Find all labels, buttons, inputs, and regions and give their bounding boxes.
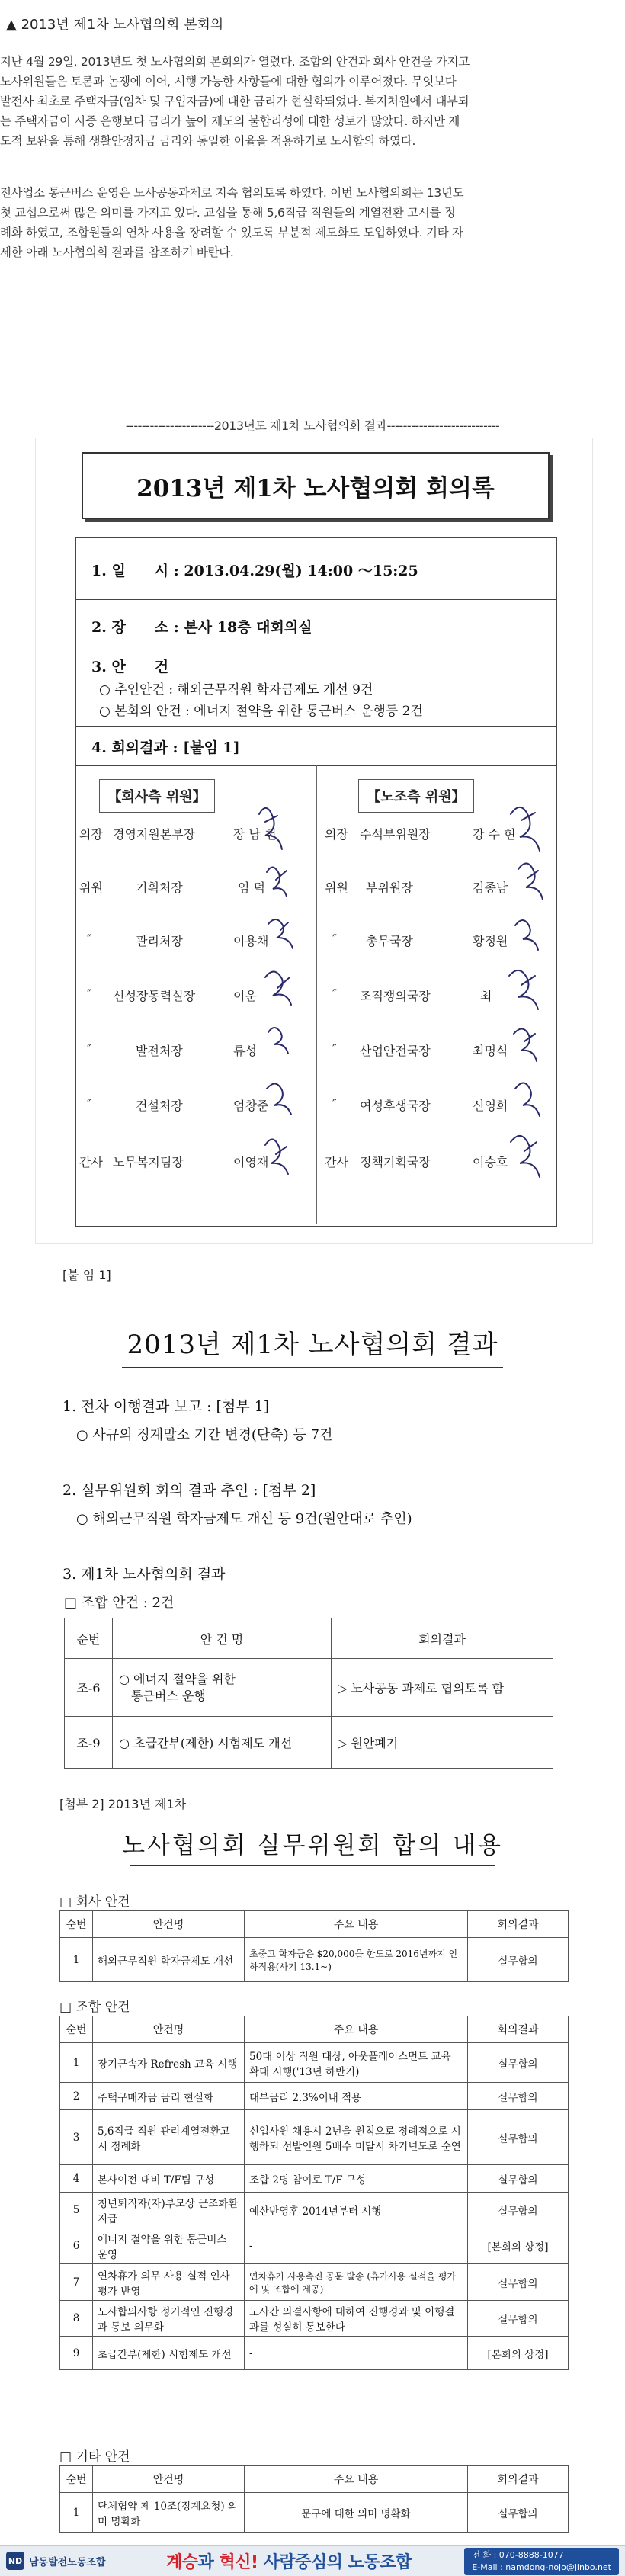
table-cell: 조-6 — [65, 1659, 113, 1717]
table-row — [60, 2193, 569, 2228]
member-title: 총무국장 — [366, 934, 413, 948]
minutes-place: 2. 장 소 : 본사 18층 대회의실 — [91, 619, 312, 636]
member-title: 경영지원본부장 — [113, 827, 196, 842]
member-role: 의장 — [79, 827, 103, 842]
table-cell: 실무합의 — [468, 2264, 569, 2301]
member-name: 이운 — [233, 989, 257, 1003]
table-header-row — [60, 1911, 569, 1938]
table-cell: 초중고 학자금은 $20,000을 한도로 2016년까지 인하적용(사기 13.1~) — [245, 1938, 468, 1982]
union-agenda-table — [59, 2016, 569, 2370]
table-header: 순번 — [60, 2016, 93, 2043]
table-row — [60, 2043, 569, 2083]
table-cell: 연차휴가 사용촉진 공문 발송 (휴가사용 실적을 평가에 및 조합에 제공) — [245, 2264, 468, 2301]
table-cell: 실무합의 — [468, 2493, 569, 2533]
member-name: 황정원 — [473, 934, 508, 948]
table-cell: 7 — [60, 2264, 93, 2301]
handwritten-signatures — [76, 765, 556, 1224]
table-cell: 실무합의 — [468, 2043, 569, 2083]
member-role: ″ — [87, 932, 91, 946]
minutes-date-row — [76, 538, 556, 600]
contact-email[interactable]: E-Mail : namdong-nojo@jinbo.net — [472, 2562, 611, 2572]
table-cell: 실무합의 — [468, 2110, 569, 2165]
table-row — [65, 1659, 553, 1717]
signature-section — [76, 765, 556, 1224]
minutes-agenda-item: ○ 추인안건 : 해외근무직원 학자금제도 개선 9건 — [99, 682, 373, 698]
table-header: 안건명 — [93, 2016, 245, 2043]
member-name: 엄창준 — [233, 1099, 269, 1113]
company-agenda-label: □ 회사 안건 — [59, 1894, 130, 1910]
table-header: 회의결과 — [468, 2466, 569, 2493]
table-cell: 노사간 의결사항에 대하여 진행경과 및 이행결과를 성실히 통보한다 — [245, 2301, 468, 2337]
table-cell: 6 — [60, 2228, 93, 2264]
table-header: 안건명 — [93, 2466, 245, 2493]
minutes-title: 2013년 제1차 노사협의회 회의록 — [82, 452, 550, 519]
table-cell: 예산반영후 2014년부터 시행 — [245, 2193, 468, 2228]
member-role: 간사 — [79, 1155, 103, 1169]
intro-line: 노사위원들은 토론과 논쟁에 이어, 시행 가능한 사항들에 대한 협의가 이루어졌다. 무엇보다 — [0, 75, 457, 88]
table-cell: ▷ 노사공동 과제로 협의토록 함 — [332, 1659, 553, 1717]
table-cell: 대부금리 2.3%이내 적용 — [245, 2083, 468, 2110]
table-cell: 실무합의 — [468, 2165, 569, 2193]
minutes-agenda-item: ○ 본회의 안건 : 에너지 절약을 위한 통근버스 운행등 2건 — [99, 704, 423, 719]
slogan-part: 과 — [197, 2553, 220, 2572]
intro-line: 는 주택자금이 시중 은행보다 금리가 높아 제도의 불합리성에 대한 성토가 많았다. 하지만 제 — [0, 114, 460, 128]
union-agenda-count: □ 조합 안건 : 2건 — [64, 1595, 175, 1611]
minutes-result: 4. 회의결과 : [붙임 1] — [91, 739, 240, 756]
table-cell: [본회의 상정] — [468, 2337, 569, 2370]
member-role: ″ — [332, 932, 337, 946]
member-role: 위원 — [79, 881, 103, 895]
table-row — [60, 2110, 569, 2165]
table-cell: 조-9 — [65, 1717, 113, 1769]
result-section-2-item: ○ 해외근무직원 학자금제도 개선 등 9건(원안대로 추인) — [76, 1511, 412, 1527]
member-name: 이승호 — [473, 1155, 508, 1169]
member-role: ″ — [332, 986, 337, 1001]
union-logo-icon: ND — [6, 2552, 24, 2570]
table-cell: 9 — [60, 2337, 93, 2370]
minutes-agenda-row — [76, 650, 556, 727]
member-title: 관리처장 — [136, 934, 183, 948]
member-title: 노무복지팀장 — [113, 1155, 184, 1169]
intro-line: 례화 하였고, 조합원들의 연차 사용을 장려할 수 있도록 부분적 제도화도 도입하였다. 기타 자 — [0, 226, 463, 239]
table-cell: 주택구매자금 금리 현실화 — [93, 2083, 245, 2110]
member-name: 이영재 — [233, 1155, 269, 1169]
table-cell: - — [245, 2228, 468, 2264]
table-cell: 장기근속자 Refresh 교육 시행 — [93, 2043, 245, 2083]
table-cell: 신입사원 채용시 2년을 원칙으로 정례적으로 시행하되 선발인원 5배수 미달시 차기년도로 순연 — [245, 2110, 468, 2165]
result-section-1-item: ○ 사규의 징계말소 기간 변경(단축) 등 7건 — [76, 1427, 333, 1443]
table-header: 순번 — [60, 2466, 93, 2493]
table-cell: 조합 2명 참여로 T/F 구성 — [245, 2165, 468, 2193]
table-cell: 실무합의 — [468, 2083, 569, 2110]
member-title: 수석부위원장 — [360, 827, 431, 842]
minutes-agenda-label: 3. 안 건 — [91, 659, 169, 675]
member-name: 김종남 — [473, 881, 508, 895]
attachment-2-title: 노사협의회 실무위원회 합의 내용 — [0, 1826, 625, 1866]
table-row — [60, 2264, 569, 2301]
member-title: 산업안전국장 — [360, 1044, 431, 1058]
minutes-place-row — [76, 599, 556, 650]
table-cell: ○ 에너지 절약을 위한 통근버스 운행 — [113, 1659, 332, 1717]
table-cell: 2 — [60, 2083, 93, 2110]
member-title: 부위원장 — [366, 881, 413, 895]
table-cell: 5,6직급 직원 관리계열전환고시 정례화 — [93, 2110, 245, 2165]
table-cell: 단체협약 제 10조(징계요청) 의미 명확화 — [93, 2493, 245, 2533]
table-row — [60, 1938, 569, 1982]
table-cell: 8 — [60, 2301, 93, 2337]
table-header: 순번 — [65, 1618, 113, 1659]
table-header: 회의결과 — [468, 2016, 569, 2043]
union-logo[interactable] — [6, 2552, 105, 2570]
table-cell: 에너지 절약을 위한 통근버스 운영 — [93, 2228, 245, 2264]
table-header-row — [60, 2466, 569, 2493]
member-name: 최명식 — [473, 1044, 508, 1058]
union-members-header: 【노조측 위원】 — [358, 779, 474, 813]
footer-banner — [0, 2545, 625, 2576]
member-role: 위원 — [325, 881, 348, 895]
table-cell: 청년퇴직자(자)부모상 근조화환 지급 — [93, 2193, 245, 2228]
member-name: 최 — [480, 989, 492, 1003]
member-role: 간사 — [325, 1155, 348, 1169]
footer-contact — [464, 2548, 619, 2575]
member-title: 조직쟁의국장 — [360, 989, 431, 1003]
table-cell: ○ 초급간부(제한) 시험제도 개선 — [113, 1717, 332, 1769]
company-members-header: 【회사측 위원】 — [99, 779, 215, 813]
slogan-part: 계승 — [166, 2553, 198, 2572]
table-cell: 4 — [60, 2165, 93, 2193]
table-cell: 1 — [60, 1938, 93, 1982]
intro-line: 전사업소 통근버스 운영은 노사공동과제로 지속 협의토록 하였다. 이번 노사협의회는 13년도 — [0, 186, 464, 200]
member-title: 신성장동력실장 — [113, 989, 196, 1003]
table-cell: - — [245, 2337, 468, 2370]
company-agenda-table — [59, 1910, 569, 1982]
union-logo-text: 남동발전노동조합 — [29, 2556, 106, 2568]
result-section-1: 1. 전차 이행결과 보고 : [첨부 1] — [62, 1398, 270, 1415]
member-title: 기획처장 — [136, 881, 183, 895]
table-cell: 문구에 대한 의미 명확화 — [245, 2493, 468, 2533]
member-title: 정책기획국장 — [360, 1155, 431, 1169]
table-header-row — [60, 2016, 569, 2043]
member-title: 건설처장 — [136, 1099, 183, 1113]
table-header: 안건명 — [93, 1911, 245, 1938]
table-row — [60, 2083, 569, 2110]
member-name: 이용채 — [233, 934, 269, 948]
member-title: 발전처장 — [136, 1044, 183, 1058]
post-title: ▲ 2013년 제1차 노사협의회 본회의 — [6, 17, 224, 33]
table-cell: [본회의 상정] — [468, 2228, 569, 2264]
member-name: 신영희 — [473, 1099, 508, 1113]
member-role: ″ — [87, 1096, 91, 1111]
table-header: 안 건 명 — [113, 1618, 332, 1659]
table-cell: 실무합의 — [468, 1938, 569, 1982]
member-role: ″ — [87, 986, 91, 1001]
member-name: 장 남 천 — [233, 827, 277, 842]
member-name: 임 덕 — [238, 881, 265, 895]
table-cell: 1 — [60, 2493, 93, 2533]
table-cell: 5 — [60, 2193, 93, 2228]
member-title: 여성후생국장 — [360, 1099, 431, 1113]
attachment-1-tag: [붙 임 1] — [62, 1268, 111, 1282]
table-header: 회의결과 — [468, 1911, 569, 1938]
attachment-2-tag: [첨부 2] 2013년 제1차 — [59, 1797, 187, 1811]
table-row — [60, 2228, 569, 2264]
minutes-result-row — [76, 726, 556, 766]
etc-agenda-table — [59, 2465, 569, 2533]
minutes-box — [75, 537, 557, 1227]
table-row — [60, 2301, 569, 2337]
table-row — [60, 2337, 569, 2370]
table-header: 주요 내용 — [245, 2466, 468, 2493]
intro-line: 지난 4월 29일, 2013년도 첫 노사협의회 본회의가 열렸다. 조합의 안건과 회사 안건을 가지고 — [0, 55, 470, 69]
table-cell: ▷ 원안폐기 — [332, 1717, 553, 1769]
table-cell: 해외근무직원 학자금제도 개선 — [93, 1938, 245, 1982]
intro-line: 세한 아래 노사협의회 결과를 참조하기 바란다. — [0, 245, 234, 259]
contact-phone: 전 화 : 070-8888-1077 — [472, 2550, 564, 2560]
union-agenda-label: □ 조합 안건 — [59, 2000, 130, 2015]
intro-line: 도적 보완을 통해 생활안정자금 금리와 동일한 이율을 적용하기로 노사합의 하였다. — [0, 134, 416, 148]
member-role: ″ — [332, 1041, 337, 1056]
member-name: 강 수 현 — [473, 827, 516, 842]
intro-line: 첫 교섭으로써 많은 의미를 가지고 있다. 교섭을 통해 5,6직급 직원들의 계열전환 고시를 정 — [0, 206, 456, 220]
footer-slogan — [166, 2549, 412, 2573]
table-cell: 3 — [60, 2110, 93, 2165]
result-section-2: 2. 실무위원회 회의 결과 추인 : [첨부 2] — [62, 1482, 316, 1499]
table-cell: 연차휴가 의무 사용 실적 인사평가 반영 — [93, 2264, 245, 2301]
result-section-3: 3. 제1차 노사협의회 결과 — [62, 1566, 226, 1583]
member-role: ″ — [87, 1041, 91, 1056]
table-cell: 노사합의사항 정기적인 진행경과 통보 의무화 — [93, 2301, 245, 2337]
etc-agenda-label: □ 기타 안건 — [59, 2449, 130, 2465]
attachment-1-title: 2013년 제1차 노사협의회 결과 — [0, 1323, 625, 1368]
minutes-scan — [35, 438, 593, 1244]
table-cell: 초급간부(제한) 시험제도 개선 — [93, 2337, 245, 2370]
table-header: 주요 내용 — [245, 2016, 468, 2043]
intro-line: 발전사 최초로 주택자금(임차 및 구입자금)에 대한 금리가 현실화되었다. 복지처원에서 대부되 — [0, 95, 470, 108]
member-role: ″ — [332, 1096, 337, 1111]
table-cell: 실무합의 — [468, 2301, 569, 2337]
section-separator: ----------------------2013년도 제1차 노사협의회 결과---------------------------- — [125, 419, 500, 433]
member-name: 류성 — [233, 1044, 257, 1058]
table-header-row — [65, 1618, 553, 1659]
member-role: 의장 — [325, 827, 348, 842]
union-agenda-result-table — [64, 1618, 553, 1769]
table-header: 주요 내용 — [245, 1911, 468, 1938]
table-header: 순번 — [60, 1911, 93, 1938]
table-row — [60, 2165, 569, 2193]
slogan-part: 사람중심의 노동조합 — [258, 2553, 412, 2572]
table-row — [65, 1717, 553, 1769]
table-cell: 50대 이상 직원 대상, 아웃플레이스먼트 교육 확대 시행('13년 하반기) — [245, 2043, 468, 2083]
minutes-date: 1. 일 시 : 2013.04.29(월) 14:00 ～15:25 — [91, 563, 418, 579]
slogan-part: 혁신! — [219, 2553, 258, 2572]
table-header: 회의결과 — [332, 1618, 553, 1659]
table-row — [60, 2493, 569, 2533]
table-cell: 본사이전 대비 T/F팀 구성 — [93, 2165, 245, 2193]
table-cell: 1 — [60, 2043, 93, 2083]
table-cell: 실무합의 — [468, 2193, 569, 2228]
